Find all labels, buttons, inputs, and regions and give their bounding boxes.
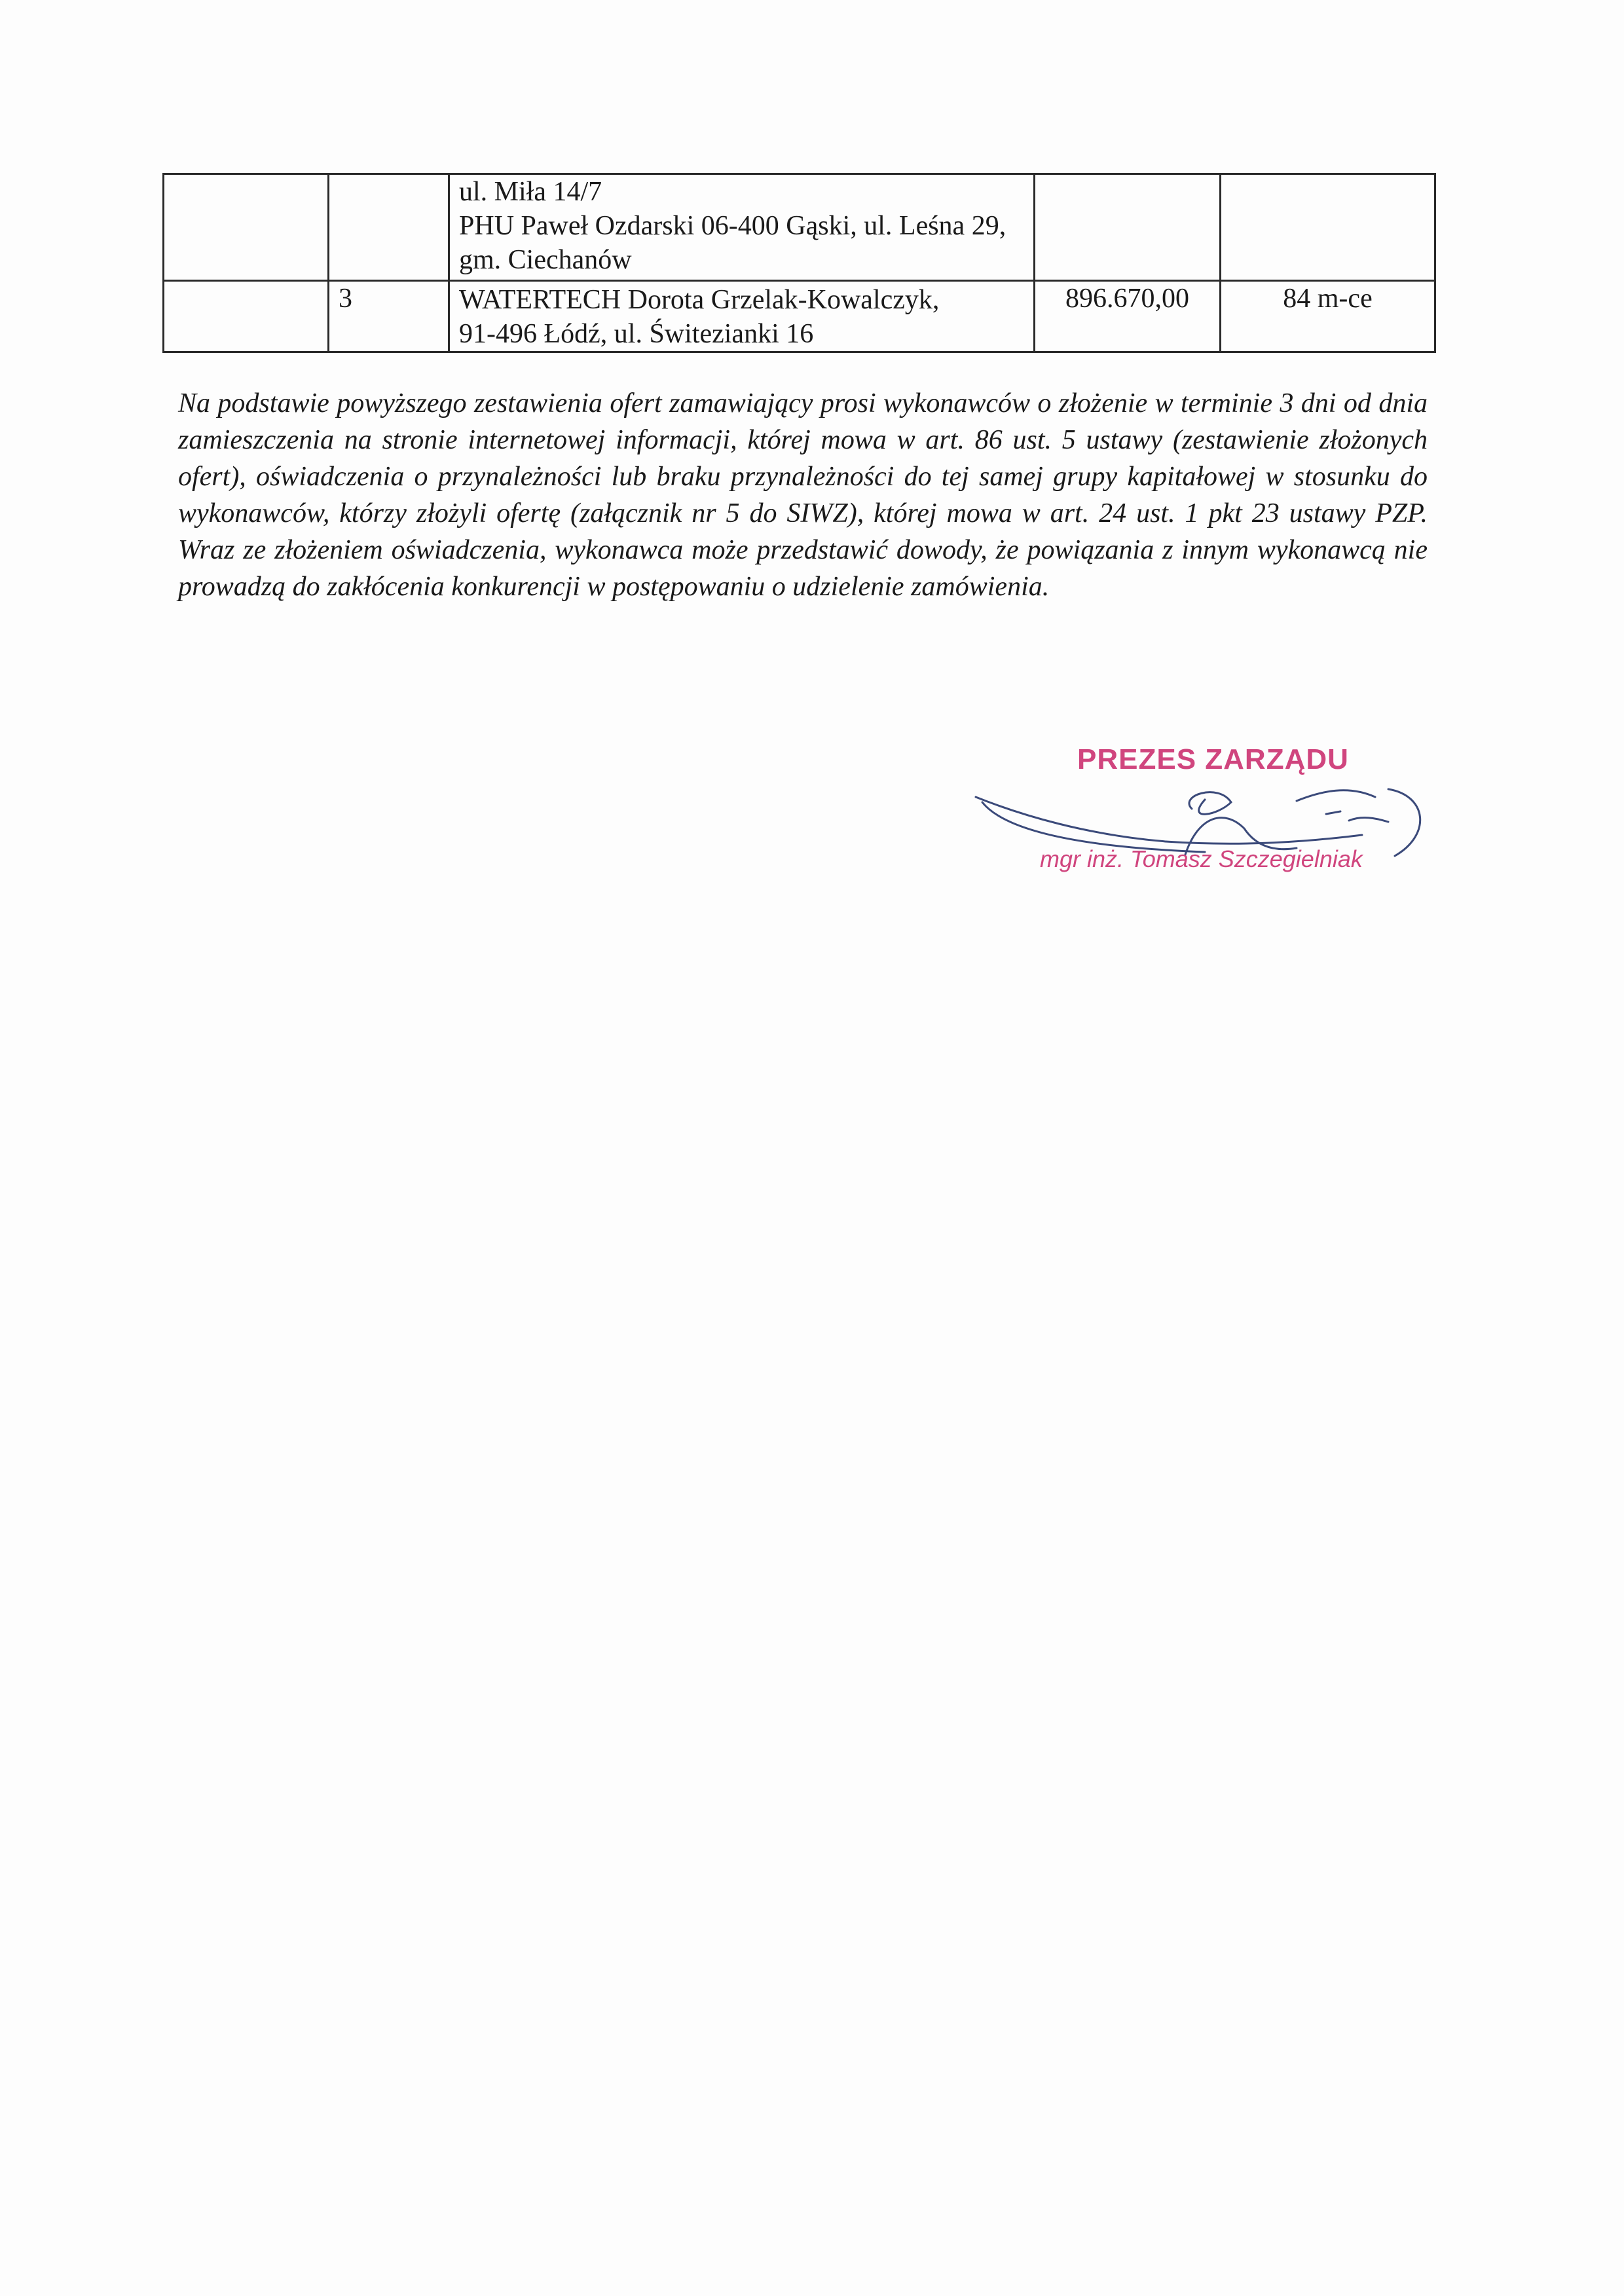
contractor-address-line: 91-496 Łódź, ul. Świtezianki 16: [459, 319, 814, 349]
contractor-cell: [449, 174, 1035, 281]
stamp-name: mgr inż. Tomasz Szczegielniak: [1040, 845, 1363, 872]
offer-term: 84 m-ce: [1221, 281, 1435, 352]
offer-number: 3: [329, 281, 449, 352]
offers-table: [162, 173, 1436, 353]
stamp-title: PREZES ZARZĄDU: [1077, 743, 1349, 775]
term-cell: [1221, 174, 1435, 281]
contractor-cell: [449, 281, 1035, 352]
note-paragraph: Na podstawie powyższego zestawienia ofert zamawiający prosi wykonawców o złożenie w terminie 3 dni od dnia zamieszczenia na stronie internetowej informacji, której mowa w art. 86 ust. 5 ustawy (zestawienie złożonych ofert), oświadczenia o przynależności lub braku przynależności do tej samej grupy kapitałowej w stosunku do wykonawców, którzy złożyli ofertę (załącznik nr 5 do SIWZ), której mowa w art. 24 ust. 1 pkt 23 ustawy PZP. Wraz ze złożeniem oświadczenia, wykonawca może przedstawić dowody, że powiązania z innym wykonawcą nie prowadzą do zakłócenia konkurencji w postępowaniu o udzielenie zamówienia.: [178, 388, 1428, 602]
table-cell: [164, 174, 329, 281]
offer-price: 896.670,00: [1035, 281, 1221, 352]
official-stamp: [969, 737, 1441, 894]
table-cell: [164, 281, 329, 352]
contractor-name: WATERTECH Dorota Grzelak-Kowalczyk,: [459, 285, 940, 315]
contractor-name: PHU Paweł Ozdarski 06-400 Gąski, ul. Leśna 29, gm. Ciechanów: [459, 211, 1006, 275]
table-row: [164, 281, 1435, 352]
table-cell: [329, 174, 449, 281]
price-cell: [1035, 174, 1221, 281]
contractor-address-line: ul. Miła 14/7: [459, 177, 602, 207]
table-row: [164, 174, 1435, 281]
